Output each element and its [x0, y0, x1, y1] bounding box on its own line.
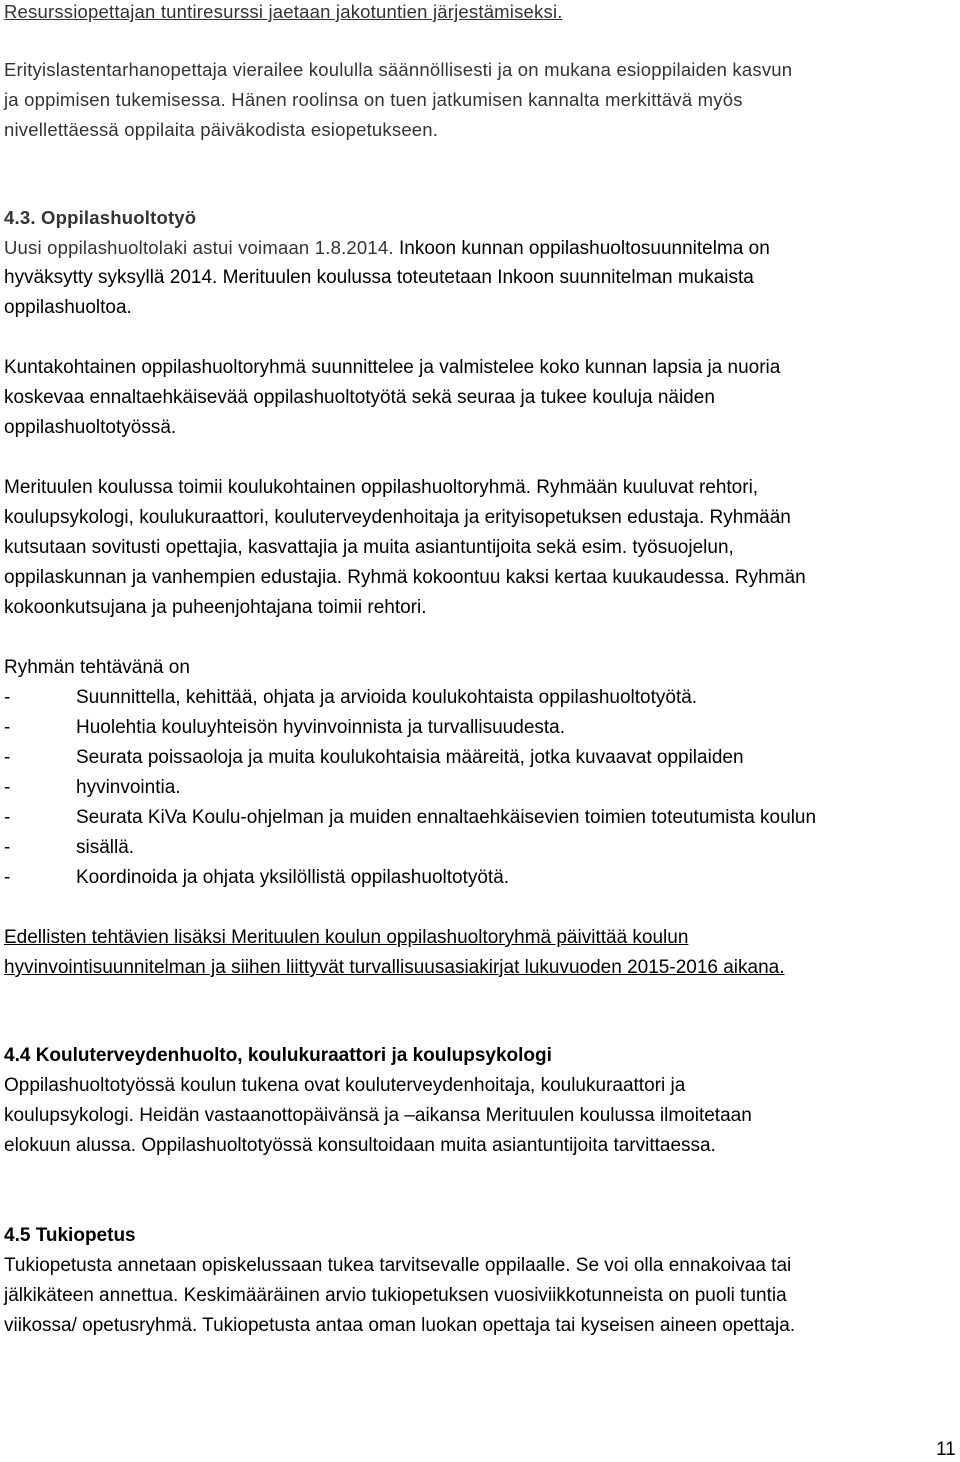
bullet-dash: -: [4, 747, 11, 768]
s43-line-1a: Uusi oppilashuoltolaki astui voimaan 1.8.2014.: [4, 237, 394, 258]
intro-line-3: ja oppimisen tukemisessa. Hänen roolinsa on tuen jatkumisen kannalta merkittävä myös: [4, 89, 743, 110]
s45-line-3: viikossa/ opetusryhmä. Tukiopetusta antaa oman luokan opettaja tai kyseisen aineen opettaja.: [4, 1315, 796, 1336]
s43-line-1: [4, 236, 770, 261]
s43-line-2: hyväksytty syksyllä 2014. Merituulen koulussa toteutetaan Inkoon suunnitelman mukaista: [4, 267, 754, 288]
bullet-dash: -: [4, 687, 11, 708]
bullet-dash: -: [4, 777, 11, 798]
s45-line-1: Tukiopetusta annetaan opiskelussaan tukea tarvitsevalle oppilaalle. Se voi olla ennakoivaa tai: [4, 1255, 792, 1276]
task-item: sisällä.: [76, 837, 135, 858]
section-4-3-heading: 4.3. Oppilashuoltotyö: [4, 207, 197, 228]
bullet-dash: -: [4, 837, 11, 858]
bullet-dash: -: [4, 867, 11, 888]
task-item: hyvinvointia.: [76, 777, 181, 798]
s43-line-1b: Inkoon kunnan oppilashuoltosuunnitelma on: [393, 238, 770, 259]
s44-line-1: Oppilashuoltotyössä koulun tukena ovat kouluterveydenhoitaja, koulukuraattori ja: [4, 1075, 686, 1096]
task-item: Seurata poissaoloja ja muita koulukohtaisia määreitä, jotka kuvaavat oppilaiden: [76, 747, 744, 768]
task-item: Koordinoida ja ohjata yksilöllistä oppilashuoltotyötä.: [76, 867, 510, 888]
s44-line-2: koulupsykologi. Heidän vastaanottopäivänsä ja –aikansa Merituulen koulussa ilmoitetaan: [4, 1105, 752, 1126]
task-item: Huolehtia kouluyhteisön hyvinvoinnista ja turvallisuudesta.: [76, 717, 566, 738]
s43-p2-line-3: oppilashuoltotyössä.: [4, 417, 177, 438]
s43-line-3: oppilashuoltoa.: [4, 297, 132, 318]
page-number: 11: [936, 1439, 956, 1460]
s43-p2-line-1: Kuntakohtainen oppilashuoltoryhmä suunnittelee ja valmistelee koko kunnan lapsia ja nuoria: [4, 357, 781, 378]
underlined-note-line-1: Edellisten tehtävien lisäksi Merituulen koulun oppilashuoltoryhmä päivittää koulun: [4, 927, 689, 948]
section-4-4-heading: 4.4 Kouluterveydenhuolto, koulukuraattori ja koulupsykologi: [4, 1045, 552, 1066]
task-item: Suunnittella, kehittää, ohjata ja arvioida koulukohtaista oppilashuoltotyötä.: [76, 687, 698, 708]
section-4-5-heading: 4.5 Tukiopetus: [4, 1225, 136, 1246]
s43-p3-line-3: kutsutaan sovitusti opettajia, kasvattajia ja muita asiantuntijoita sekä esim. työsuojelun,: [4, 537, 734, 558]
underlined-note-line-2: hyvinvointisuunnitelman ja siihen liittyvät turvallisuusasiakirjat lukuvuoden 2015-2016 aikana.: [4, 957, 785, 978]
intro-line-2: Erityislastentarhanopettaja vierailee koululla säännöllisesti ja on mukana esioppilaiden kasvun: [4, 59, 793, 80]
s43-p2-line-2: koskevaa ennaltaehkäisevää oppilashuoltotyötä sekä seuraa ja tukee kouluja näiden: [4, 387, 715, 408]
intro-line-1: Resurssiopettajan tuntiresurssi jaetaan jakotuntien järjestämiseksi.: [4, 1, 563, 22]
s43-p3-line-1: Merituulen koulussa toimii koulukohtainen oppilashuoltoryhmä. Ryhmään kuuluvat rehtori,: [4, 477, 759, 498]
tasks-intro: Ryhmän tehtävänä on: [4, 657, 190, 678]
bullet-dash: -: [4, 807, 11, 828]
s43-p3-line-2: koulupsykologi, koulukuraattori, kouluterveydenhoitaja ja erityisopetuksen edustaja. Ryhmään: [4, 507, 791, 528]
s43-p3-line-4: oppilaskunnan ja vanhempien edustajia. Ryhmä kokoontuu kaksi kertaa kuukaudessa. Ryhmän: [4, 567, 806, 588]
s43-p3-line-5: kokoonkutsujana ja puheenjohtajana toimii rehtori.: [4, 597, 427, 618]
bullet-dash: -: [4, 717, 11, 738]
s44-line-3: elokuun alussa. Oppilashuoltotyössä konsultoidaan muita asiantuntijoita tarvittaessa.: [4, 1135, 716, 1156]
intro-line-4: nivellettäessä oppilaita päiväkodista esiopetukseen.: [4, 119, 439, 140]
task-item: Seurata KiVa Koulu-ohjelman ja muiden ennaltaehkäisevien toimien toteutumista koulun: [76, 807, 817, 828]
s45-line-2: jälkikäteen annettua. Keskimääräinen arvio tukiopetuksen vuosiviikkotunneista on puoli tuntia: [4, 1285, 787, 1306]
